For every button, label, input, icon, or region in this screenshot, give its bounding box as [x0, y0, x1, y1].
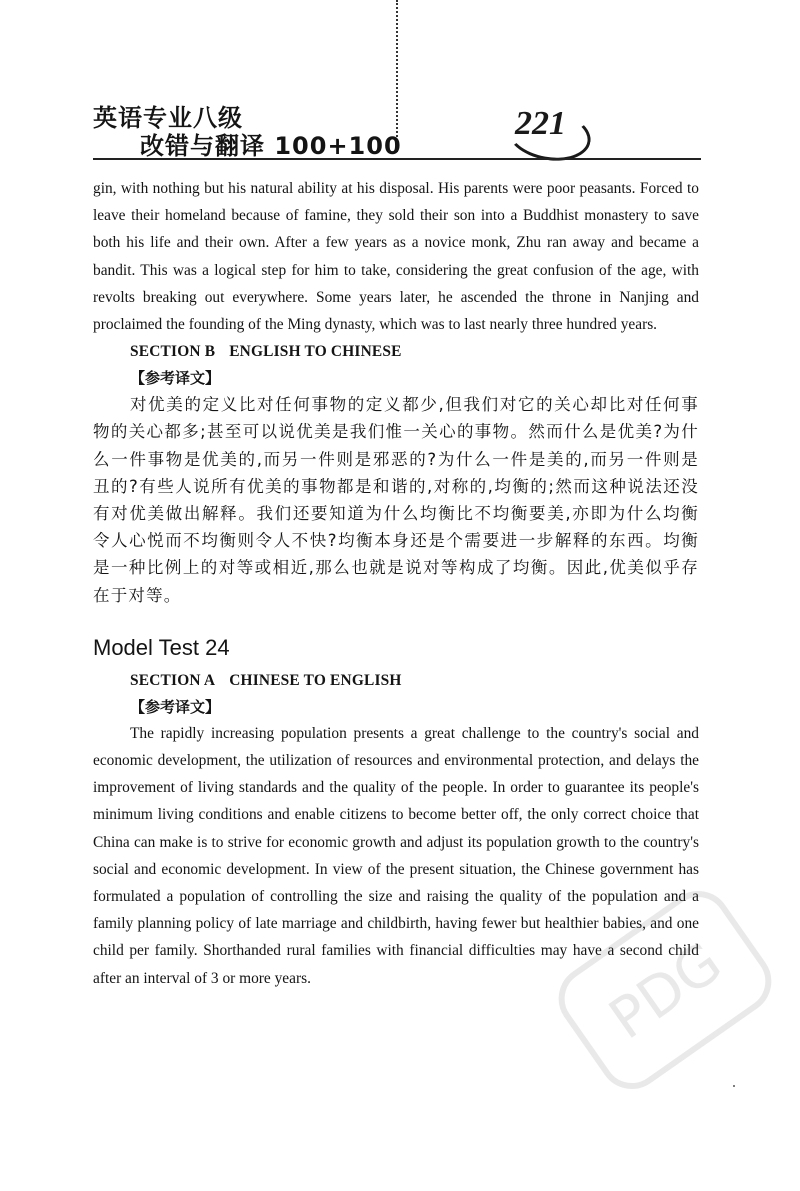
watermark-text: PDG: [597, 930, 734, 1053]
page-header: [0, 0, 800, 165]
header-rule: [93, 158, 701, 160]
section-b-chinese-translation: 对优美的定义比对任何事物的定义都少,但我们对它的关心却比对任何事物的关心都多;甚至可以说优美是我们惟一关心的事物。然而什么是优美?为什么一件事物是优美的,而另一件则是邪恶的?为什么一件是美的,而另一件则是丑的?有些人说所有优美的事物都是和谐的,对称的,均衡的;然而这种说法还没有对优美做出解释。我们还要知道为什么均衡比不均衡要美,亦即为什么均衡令人心悦而不均衡则令人不快?均衡本身还是个需要进一步解释的东西。均衡是一种比例上的对等或相近,那么也就是说对等构成了均衡。因此,优美似乎存在于对等。: [93, 395, 699, 605]
section-b-label: SECTION B: [130, 343, 216, 361]
seal-watermark-icon: [550, 885, 780, 1095]
section-a-label: SECTION A: [130, 671, 216, 689]
book-title-line2: 改错与翻译 100+100: [140, 132, 402, 160]
book-title-line1: 英语专业八级: [93, 104, 243, 132]
section-b-heading: [130, 338, 699, 365]
page-number: 221: [515, 105, 566, 142]
scan-speck: [733, 1085, 735, 1087]
section-b-reference-label: 【参考译文】: [130, 369, 221, 388]
section-a-title: CHINESE TO ENGLISH: [229, 671, 402, 689]
section-a-reference-label: 【参考译文】: [130, 697, 221, 716]
section-a-english-translation: The rapidly increasing population presents a great challenge to the country's social and economic development, the utilization of resources and environmental protection, and delays the improvement of living standards and the quality of the people. In order to guarantee its people's minimum living conditions and enable citizens to become better off, the only correct choice that China can make is to strive for economic growth and adjust its population growth to the country's social and economic development. In view of the present situation, the Chinese government has formulated a population of controlling the size and raising the quality of the population and a family planning policy of late marriage and childbirth, having fewer but healthier babies, and one child per family. Shorthanded rural families with financial difficulties may have a second child after an interval of 3 or more years.: [93, 724, 699, 987]
continuation-paragraph: gin, with nothing but his natural ability at his disposal. His parents were poor peasants. Forced to leave their homeland because of famine, they sold their son into a Buddhist monastery to save both his life and their own. After a few years as a novice monk, Zhu ran away and became a bandit. This was a logical step for him to take, considering the great confusion of the age, with revolts breaking out everywhere. Some years later, he ascended the throne in Nanjing and proclaimed the founding of the Ming dynasty, which was to last nearly three hundred years.: [93, 180, 699, 334]
section-a-heading: [130, 667, 699, 694]
section-b-title: ENGLISH TO CHINESE: [229, 343, 402, 361]
model-test-title: Model Test 24: [93, 634, 230, 660]
page-body: [93, 175, 699, 992]
